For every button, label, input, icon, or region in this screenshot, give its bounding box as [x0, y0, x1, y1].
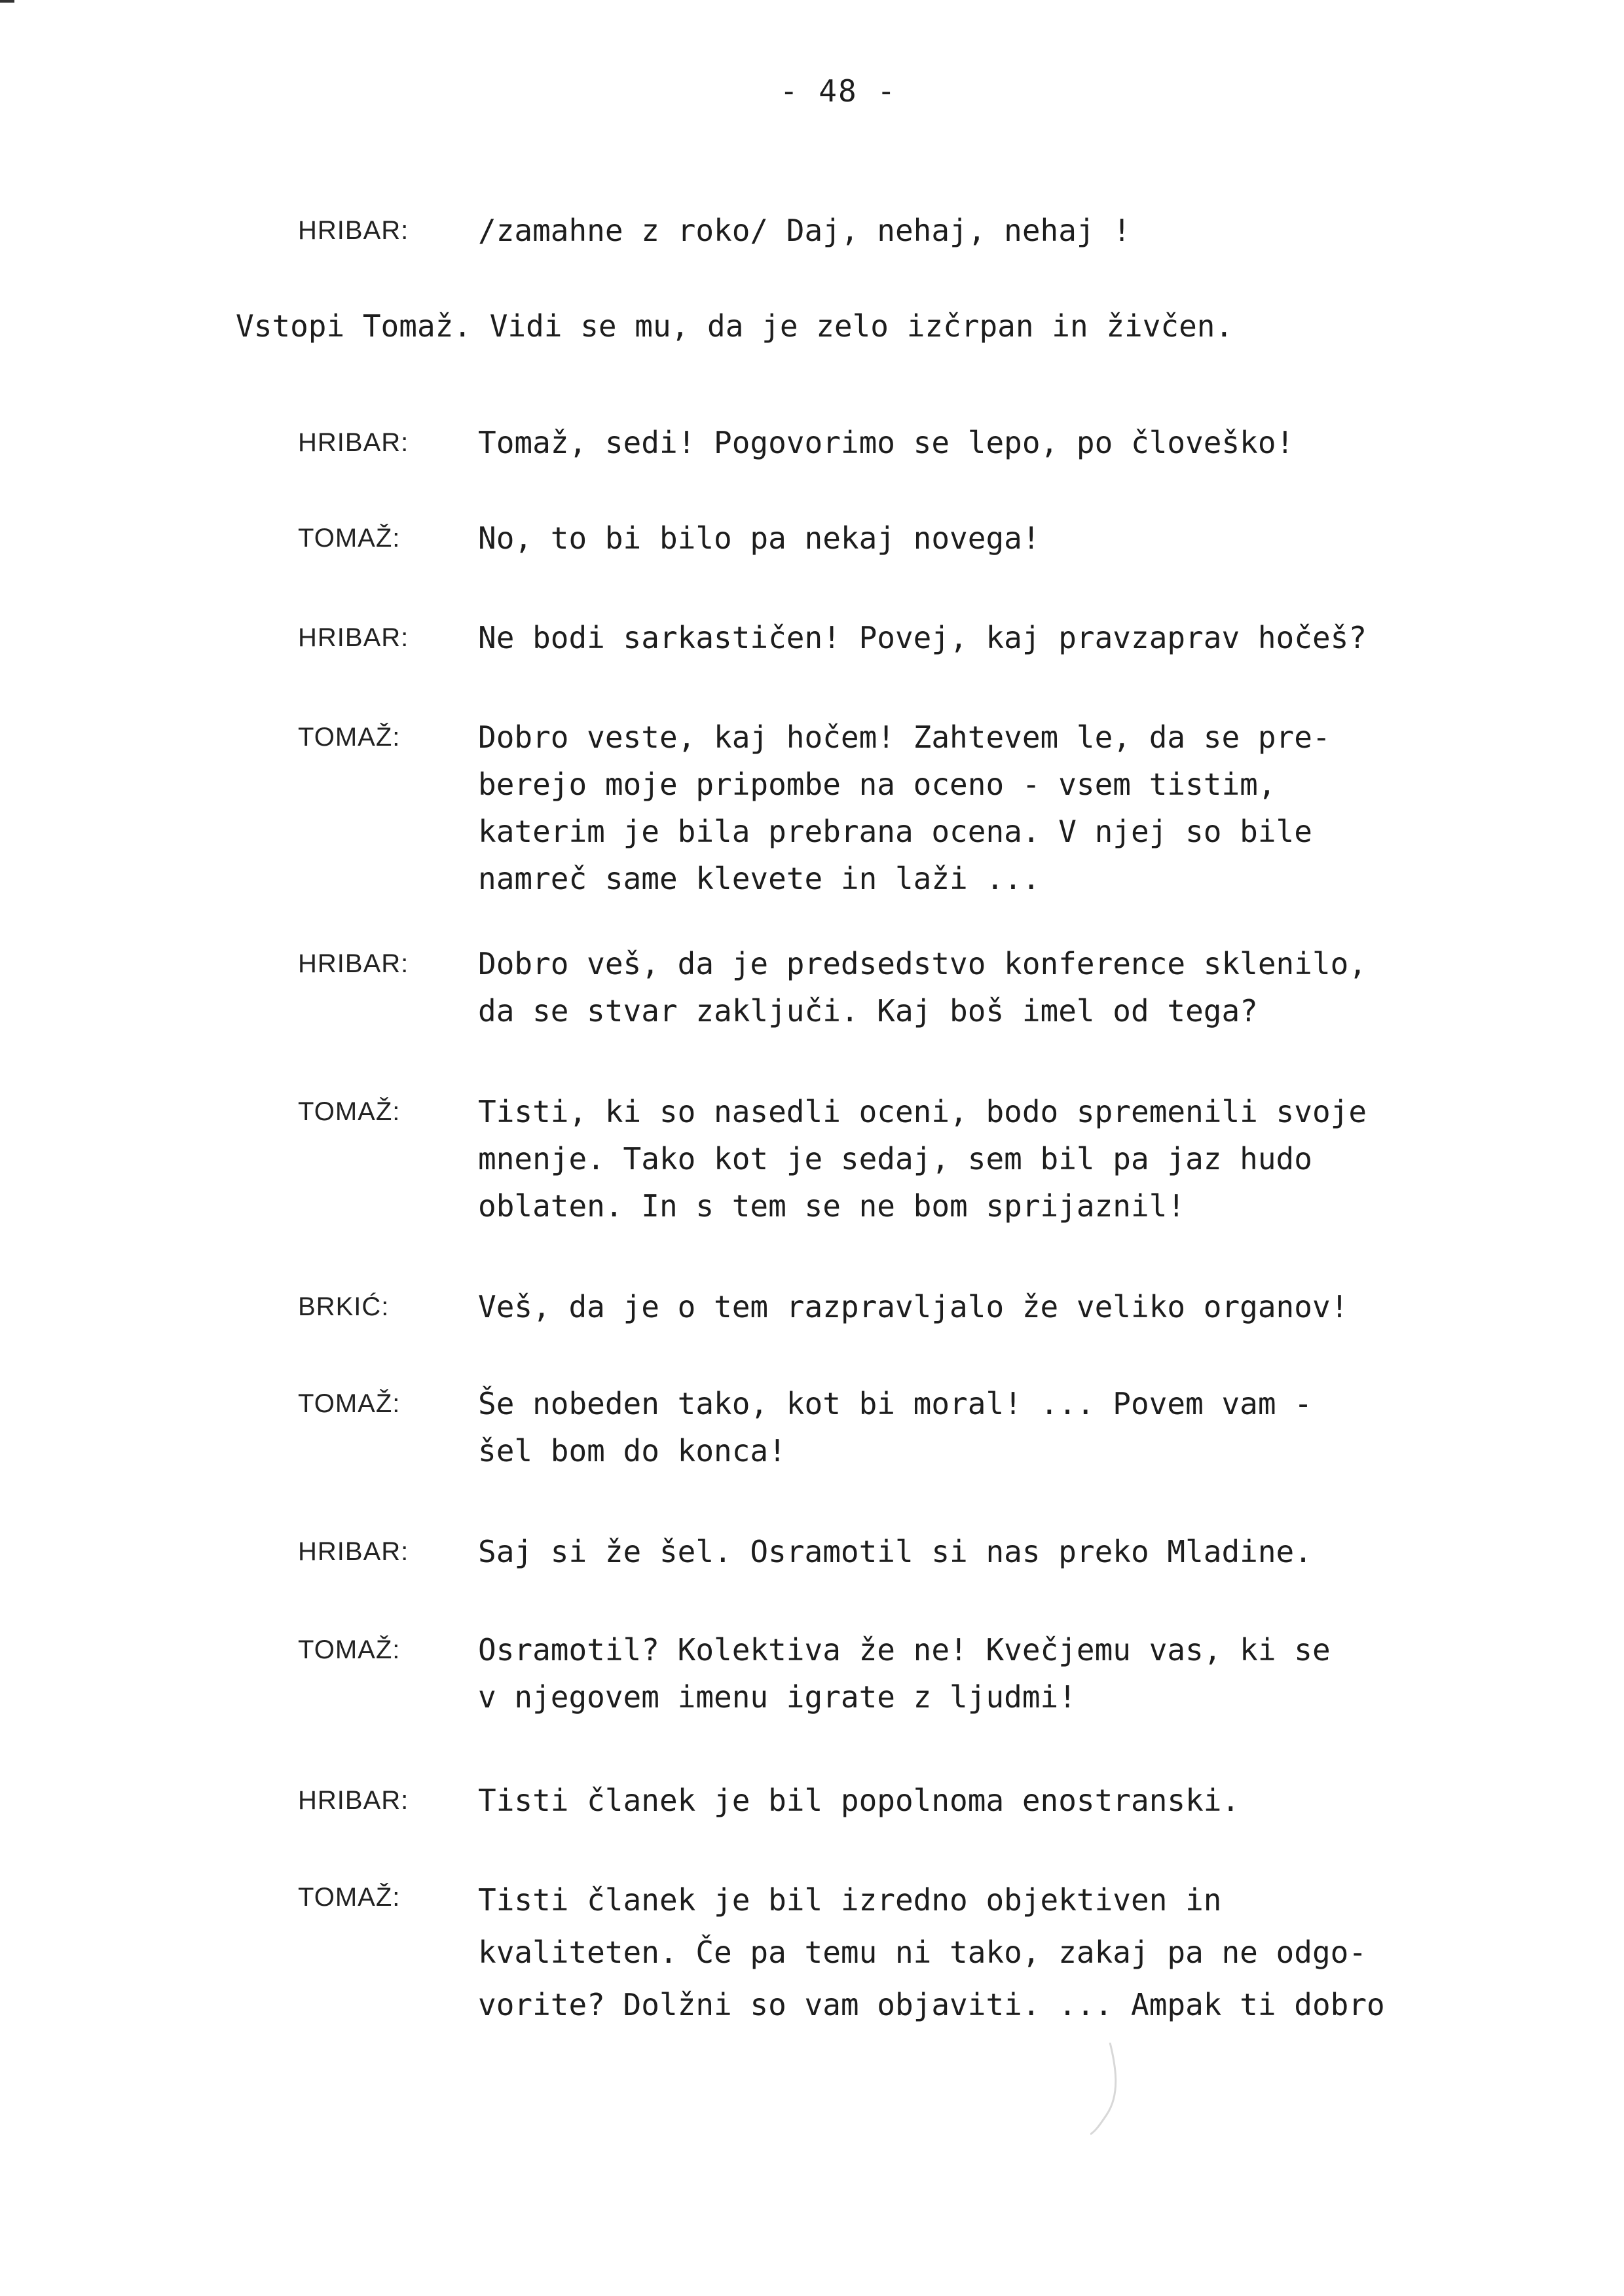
- speaker-name: BRKIĆ:: [298, 1292, 390, 1321]
- speaker-name: HRIBAR:: [298, 1786, 409, 1815]
- dialogue-text: Dobro veste, kaj hočem! Zahtevem le, da se pre- berejo moje pripombe na oceno - vsem tistim, katerim je bila prebrana ocena. V njej so bile namreč same klevete in laži ...: [478, 720, 1331, 896]
- speaker-name: TOMAŽ:: [298, 1883, 401, 1912]
- speaker-name: TOMAŽ:: [298, 524, 401, 553]
- dialogue-text: Saj si že šel. Osramotil si nas preko Mladine.: [478, 1534, 1312, 1569]
- dialogue-text: Dobro veš, da je predsedstvo konference sklenilo, da se stvar zaključi. Kaj boš imel od tega?: [478, 946, 1367, 1029]
- dialogue-text: Tisti, ki so nasedli oceni, bodo spremenili svoje mnenje. Tako kot je sedaj, sem bil pa jaz hudo oblaten. In s tem se ne bom sprijaznil!: [478, 1094, 1367, 1224]
- speaker-name: TOMAŽ:: [298, 723, 401, 752]
- dialogue-text: No, to bi bilo pa nekaj novega!: [478, 520, 1041, 556]
- speaker-name: TOMAŽ:: [298, 1097, 401, 1126]
- dialogue-text: Še nobeden tako, kot bi moral! ... Povem vam - šel bom do konca!: [478, 1386, 1312, 1468]
- opening-line: [0, 207, 1624, 254]
- dialogue-text: Tisti članek je bil popolnoma enostranski.: [478, 1783, 1240, 1818]
- stage-direction: Vstopi Tomaž. Vidi se mu, da je zelo izčrpan in živčen.: [236, 308, 1234, 344]
- page-number: - 48 -: [779, 73, 897, 109]
- dialogue-text: /zamahne z roko/ Daj, nehaj, nehaj !: [478, 213, 1131, 248]
- speaker-name: TOMAŽ:: [298, 1389, 401, 1418]
- speaker-name: HRIBAR:: [298, 623, 409, 652]
- dialogue-text: Tisti članek je bil izredno objektiven in kvaliteten. Če pa temu ni tako, zakaj pa ne odgo- vorite? Dolžni so vam objaviti. ... Ampak ti dobro: [478, 1882, 1385, 2022]
- speaker-name: HRIBAR:: [298, 1537, 409, 1566]
- speaker-name: TOMAŽ:: [298, 1635, 401, 1664]
- paper-fold-mark: [1090, 2043, 1149, 2141]
- speaker-name: HRIBAR:: [298, 428, 409, 457]
- dialogue-text: Tomaž, sedi! Pogovorimo se lepo, po človeško!: [478, 425, 1295, 460]
- dialogue-text: Veš, da je o tem razpravljalo že veliko organov!: [478, 1289, 1349, 1324]
- dialogue-text: Ne bodi sarkastičen! Povej, kaj pravzaprav hočeš?: [478, 620, 1367, 655]
- speaker-name: HRIBAR:: [298, 949, 409, 978]
- dialogue-text: Osramotil? Kolektiva že ne! Kvečjemu vas, ki se v njegovem imenu igrate z ljudmi!: [478, 1632, 1331, 1715]
- speaker-name: HRIBAR:: [298, 216, 409, 245]
- top-left-corner-mark: [0, 0, 14, 3]
